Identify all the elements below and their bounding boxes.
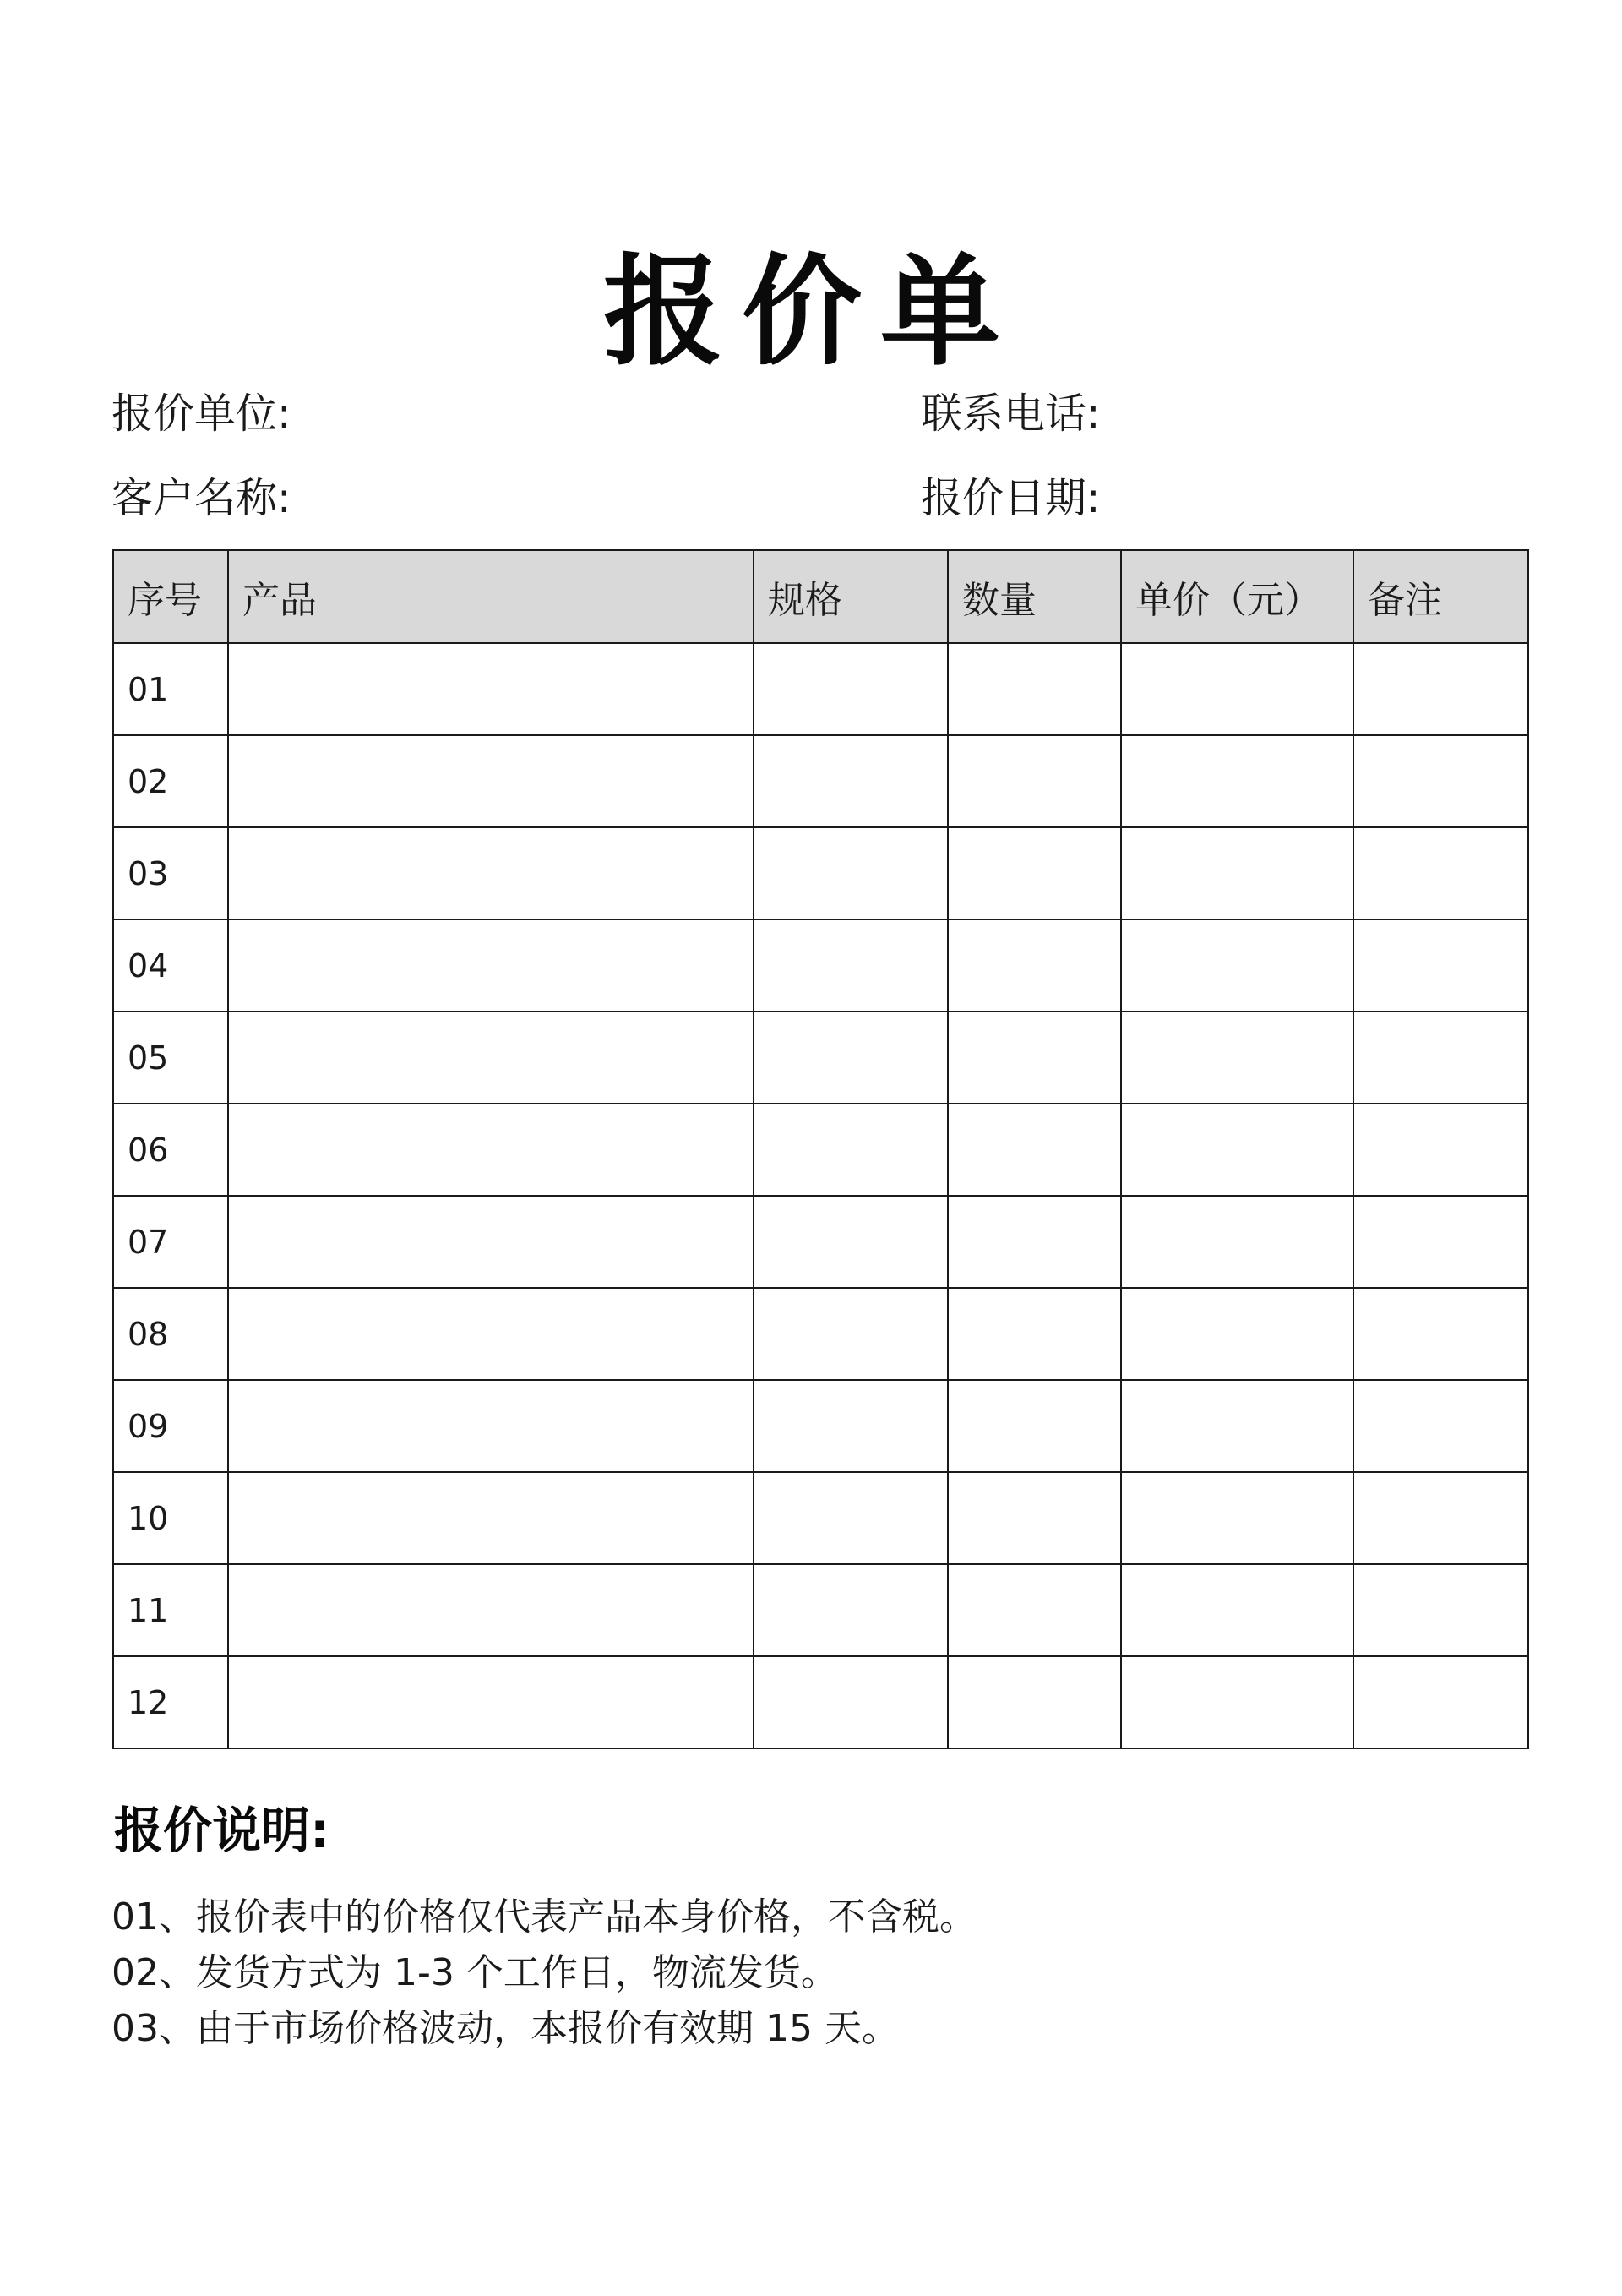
header-index: 序号	[113, 550, 228, 643]
table-row	[113, 1196, 1528, 1288]
product-cell[interactable]	[228, 643, 754, 735]
spec-cell[interactable]	[754, 919, 948, 1012]
product-cell[interactable]	[228, 919, 754, 1012]
spec-cell[interactable]	[754, 827, 948, 919]
remarks-cell[interactable]	[1353, 1288, 1528, 1380]
table-header-row	[113, 550, 1528, 643]
product-cell[interactable]	[228, 1472, 754, 1564]
quantity-cell[interactable]	[948, 1656, 1121, 1748]
remarks-cell[interactable]	[1353, 1012, 1528, 1104]
product-cell[interactable]	[228, 1104, 754, 1196]
spec-cell[interactable]	[754, 1104, 948, 1196]
product-cell[interactable]	[228, 1196, 754, 1288]
quantity-cell[interactable]	[948, 1564, 1121, 1656]
table-row	[113, 1012, 1528, 1104]
product-cell[interactable]	[228, 1564, 754, 1656]
spec-cell[interactable]	[754, 1380, 948, 1472]
unit-price-cell[interactable]	[1121, 735, 1353, 827]
table-row	[113, 919, 1528, 1012]
spec-cell[interactable]	[754, 1012, 948, 1104]
header-quantity: 数量	[948, 550, 1121, 643]
spec-cell[interactable]	[754, 1288, 948, 1380]
spec-cell[interactable]	[754, 735, 948, 827]
note-item: 01、报价表中的价格仅代表产品本身价格，不含税。	[112, 1895, 977, 1939]
remarks-cell[interactable]	[1353, 643, 1528, 735]
table-row	[113, 643, 1528, 735]
remarks-cell[interactable]	[1353, 1564, 1528, 1656]
table-row	[113, 1656, 1528, 1748]
contact-phone-label: 联系电话:	[921, 390, 1101, 438]
quantity-cell[interactable]	[948, 919, 1121, 1012]
table-row	[113, 1564, 1528, 1656]
note-item: 02、发货方式为 1-3 个工作日，物流发货。	[112, 1951, 838, 1994]
remarks-cell[interactable]	[1353, 1380, 1528, 1472]
spec-cell[interactable]	[754, 1656, 948, 1748]
remarks-cell[interactable]	[1353, 1472, 1528, 1564]
quantity-cell[interactable]	[948, 827, 1121, 919]
row-number: 08	[113, 1288, 228, 1380]
row-number: 05	[113, 1012, 228, 1104]
table-row	[113, 1472, 1528, 1564]
unit-price-cell[interactable]	[1121, 1104, 1353, 1196]
quantity-cell[interactable]	[948, 1380, 1121, 1472]
header-remarks: 备注	[1353, 550, 1528, 643]
table-row	[113, 1380, 1528, 1472]
header-product: 产品	[228, 550, 754, 643]
quantity-cell[interactable]	[948, 1196, 1121, 1288]
table-row	[113, 735, 1528, 827]
document-title: 报价单	[603, 243, 1019, 383]
row-number: 07	[113, 1196, 228, 1288]
quantity-cell[interactable]	[948, 1012, 1121, 1104]
product-cell[interactable]	[228, 827, 754, 919]
unit-price-cell[interactable]	[1121, 1380, 1353, 1472]
remarks-cell[interactable]	[1353, 827, 1528, 919]
table-body	[113, 643, 1528, 1748]
row-number: 04	[113, 919, 228, 1012]
spec-cell[interactable]	[754, 1564, 948, 1656]
unit-price-cell[interactable]	[1121, 919, 1353, 1012]
product-cell[interactable]	[228, 1656, 754, 1748]
notes-list	[112, 1890, 977, 2057]
note-item: 03、由于市场价格波动，本报价有效期 15 天。	[112, 2007, 899, 2050]
unit-price-cell[interactable]	[1121, 1472, 1353, 1564]
remarks-cell[interactable]	[1353, 735, 1528, 827]
remarks-cell[interactable]	[1353, 1104, 1528, 1196]
unit-price-cell[interactable]	[1121, 1012, 1353, 1104]
unit-price-cell[interactable]	[1121, 1656, 1353, 1748]
unit-price-cell[interactable]	[1121, 1196, 1353, 1288]
remarks-cell[interactable]	[1353, 1196, 1528, 1288]
quote-table	[112, 549, 1529, 1749]
product-cell[interactable]	[228, 1380, 754, 1472]
table-row	[113, 1288, 1528, 1380]
spec-cell[interactable]	[754, 1472, 948, 1564]
row-number: 11	[113, 1564, 228, 1656]
row-number: 03	[113, 827, 228, 919]
table-row	[113, 827, 1528, 919]
product-cell[interactable]	[228, 1288, 754, 1380]
row-number: 06	[113, 1104, 228, 1196]
row-number: 09	[113, 1380, 228, 1472]
client-name-label: 客户名称:	[112, 474, 291, 522]
notes-heading: 报价说明:	[114, 1802, 330, 1859]
quantity-cell[interactable]	[948, 1288, 1121, 1380]
header-spec: 规格	[754, 550, 948, 643]
row-number: 01	[113, 643, 228, 735]
row-number: 12	[113, 1656, 228, 1748]
quantity-cell[interactable]	[948, 1104, 1121, 1196]
row-number: 02	[113, 735, 228, 827]
remarks-cell[interactable]	[1353, 1656, 1528, 1748]
table-row	[113, 1104, 1528, 1196]
product-cell[interactable]	[228, 1012, 754, 1104]
row-number: 10	[113, 1472, 228, 1564]
quantity-cell[interactable]	[948, 1472, 1121, 1564]
unit-price-cell[interactable]	[1121, 1564, 1353, 1656]
unit-price-cell[interactable]	[1121, 1288, 1353, 1380]
header-unit-price: 单价（元）	[1121, 550, 1353, 643]
unit-price-cell[interactable]	[1121, 643, 1353, 735]
quantity-cell[interactable]	[948, 643, 1121, 735]
remarks-cell[interactable]	[1353, 919, 1528, 1012]
quote-unit-label: 报价单位:	[112, 390, 291, 438]
quote-date-label: 报价日期:	[921, 474, 1101, 522]
unit-price-cell[interactable]	[1121, 827, 1353, 919]
spec-cell[interactable]	[754, 1196, 948, 1288]
spec-cell[interactable]	[754, 643, 948, 735]
product-cell[interactable]	[228, 735, 754, 827]
quantity-cell[interactable]	[948, 735, 1121, 827]
